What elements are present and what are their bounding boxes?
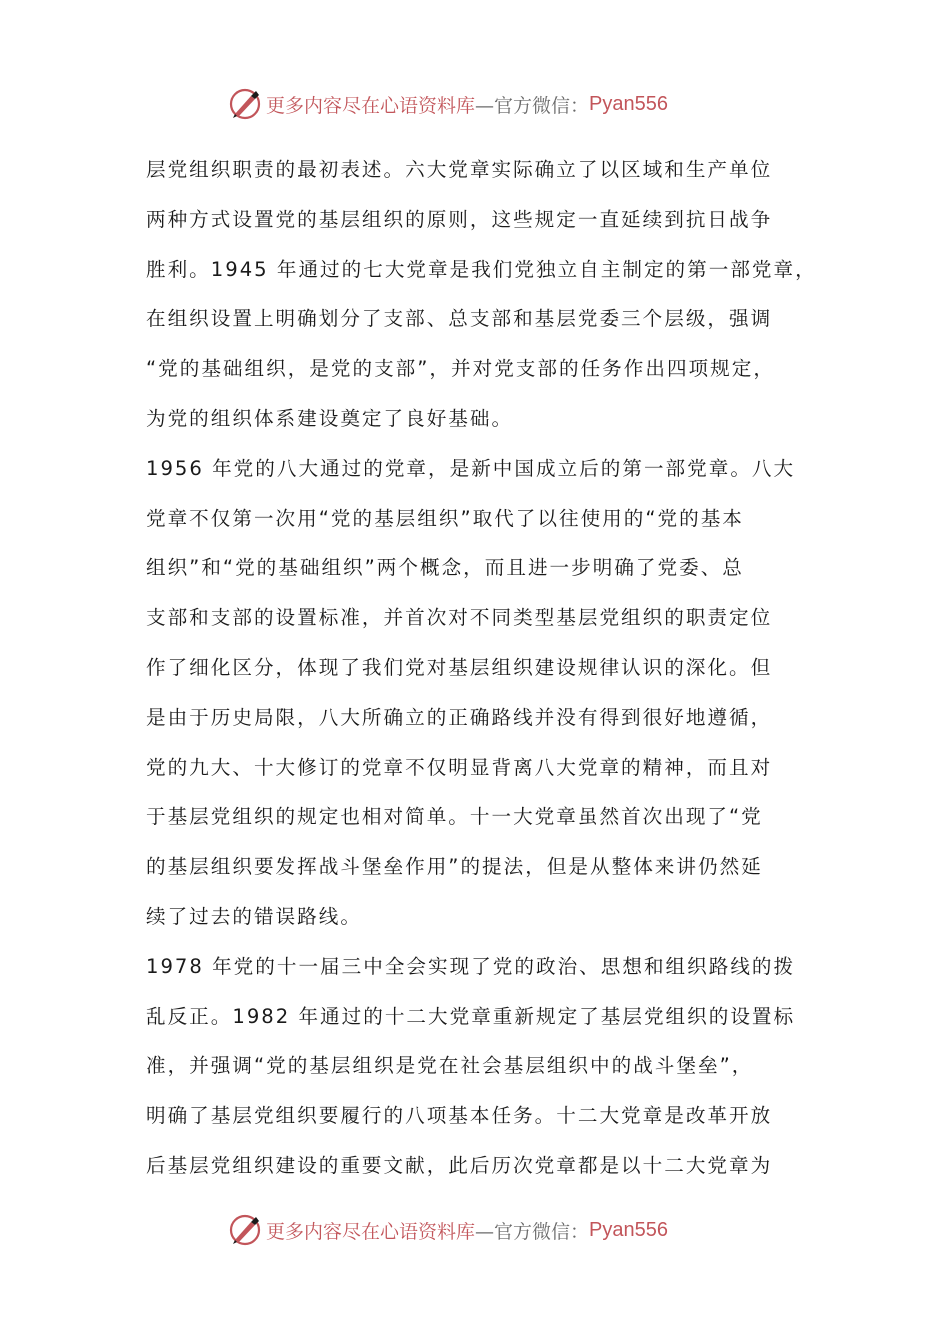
text-line: 续了过去的错误路线。 xyxy=(146,904,362,928)
text-line: 于基层党组织的规定也相对简单。十一大党章虽然首次出现了“党 xyxy=(146,805,763,829)
text-line: 党的九大、十大修订的党章不仅明显背离八大党章的精神，而且对 xyxy=(146,755,773,779)
watermark-text: 更多内容尽在心语资料库 xyxy=(266,94,476,117)
watermark-wechat-label: —官方微信： xyxy=(475,1220,590,1243)
text-line: 胜利。1945 年通过的七大党章是我们党独立自主制定的第一部党章， xyxy=(146,257,817,281)
text-line: 后基层党组织建设的重要文献，此后历次党章都是以十二大党章为 xyxy=(146,1153,773,1177)
document-body xyxy=(146,145,816,1191)
watermark-wechat-id: Pyan556 xyxy=(589,1218,668,1241)
text-line: 1956 年党的八大通过的党章，是新中国成立后的第一部党章。八大 xyxy=(146,456,796,480)
text-line: 作了细化区分，体现了我们党对基层组织建设规律认识的深化。但 xyxy=(146,655,773,679)
text-line: “党的基础组织，是党的支部”，并对党支部的任务作出四项规定， xyxy=(146,357,775,381)
text-line: 两种方式设置党的基层组织的原则，这些规定一直延续到抗日战争 xyxy=(146,207,773,231)
watermark-wechat-label: —官方微信： xyxy=(475,94,590,117)
text-line: 乱反正。1982 年通过的十二大党章重新规定了基层党组织的设置标 xyxy=(146,1004,796,1028)
text-line: 准，并强调“党的基层组织是党在社会基层组织中的战斗堡垒”， xyxy=(146,1054,754,1078)
text-line: 支部和支部的设置标准，并首次对不同类型基层党组织的职责定位 xyxy=(146,606,773,630)
text-line: 的基层组织要发挥战斗堡垒作用”的提法，但是从整体来讲仍然延 xyxy=(146,855,763,879)
text-line: 是由于历史局限，八大所确立的正确路线并没有得到很好地遵循， xyxy=(146,705,773,729)
pen-logo-icon xyxy=(228,87,262,121)
text-line: 1978 年党的十一届三中全会实现了党的政治、思想和组织路线的拨 xyxy=(146,954,796,978)
footer-watermark xyxy=(228,1210,668,1250)
watermark-wechat-id: Pyan556 xyxy=(589,92,668,115)
pen-logo-icon xyxy=(228,1213,262,1247)
header-watermark xyxy=(228,84,668,124)
text-line: 党章不仅第一次用“党的基层组织”取代了以往使用的“党的基本 xyxy=(146,506,744,530)
text-line: 层党组织职责的最初表述。六大党章实际确立了以区域和生产单位 xyxy=(146,158,773,181)
text-line: 组织”和“党的基础组织”两个概念，而且进一步明确了党委、总 xyxy=(146,556,744,580)
text-line: 在组织设置上明确划分了支部、总支部和基层党委三个层级，强调 xyxy=(146,307,773,331)
text-line: 为党的组织体系建设奠定了良好基础。 xyxy=(146,406,514,430)
watermark-text: 更多内容尽在心语资料库 xyxy=(266,1220,476,1243)
text-line: 明确了基层党组织要履行的八项基本任务。十二大党章是改革开放 xyxy=(146,1104,773,1128)
